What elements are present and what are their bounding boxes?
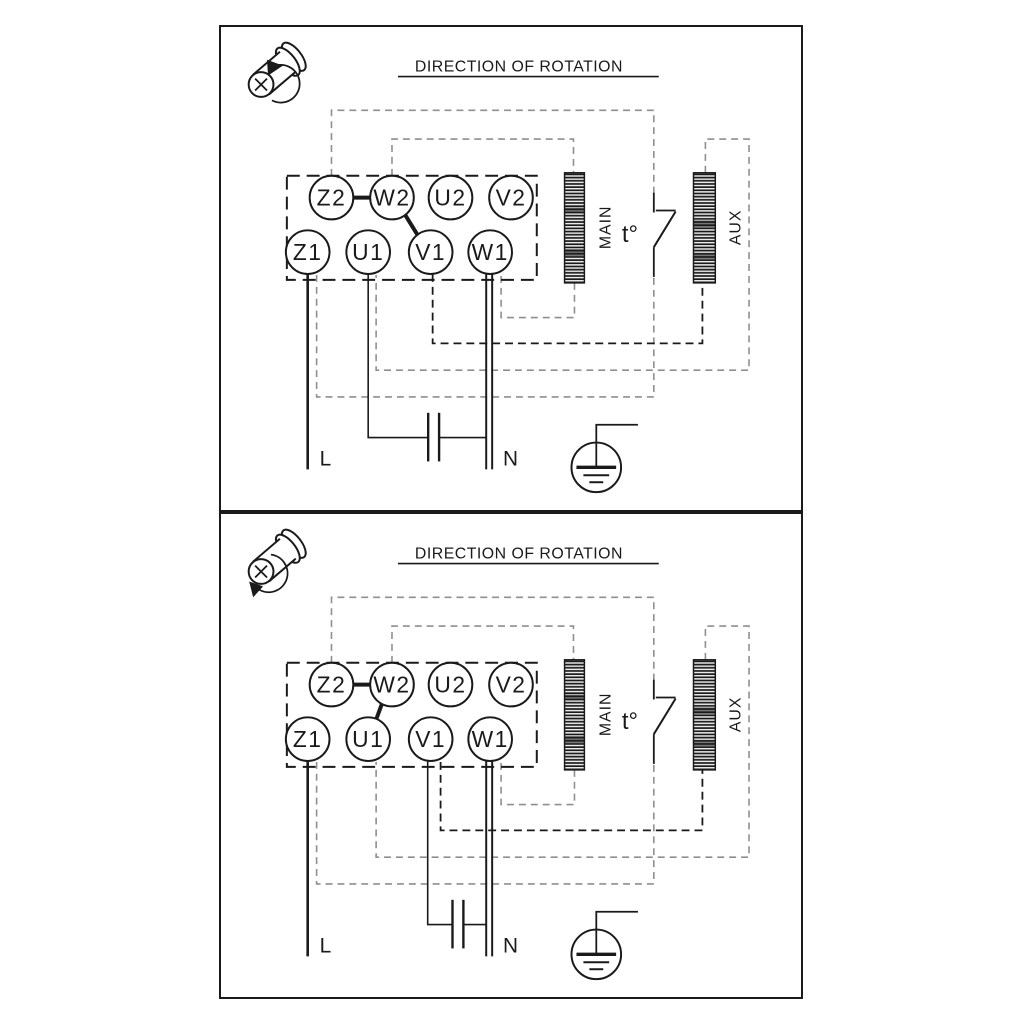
ground-symbol (571, 425, 637, 492)
panel-rotation-cw (219, 512, 803, 999)
route-v1-aux-bottom (433, 274, 703, 343)
thermal-switch-label: t° (621, 221, 639, 249)
terminal-label-u2: U2 (434, 671, 467, 698)
neutral-label: N (503, 447, 519, 471)
terminal-label-z1: Z1 (292, 726, 323, 753)
thermal-switch-label: t° (621, 708, 639, 736)
terminal-label-v1: V1 (415, 726, 447, 753)
aux-winding (693, 660, 744, 770)
route-v1-aux-bottom (441, 762, 703, 830)
neutral-label: N (503, 934, 519, 958)
terminal-label-v2: V2 (495, 671, 527, 698)
rotation-ccw-icon (249, 39, 310, 103)
route-w2-main-top (392, 139, 573, 176)
thermal-switch (654, 193, 676, 277)
ground-symbol (571, 912, 637, 979)
link-w2-v1 (405, 214, 418, 235)
terminal-label-z2: Z2 (316, 184, 347, 211)
terminal-label-v1: V1 (415, 239, 447, 266)
external-wires (308, 761, 492, 956)
aux-winding (693, 173, 744, 283)
terminal-label-w2: W2 (373, 671, 411, 698)
wire-v1-to-capacitor (428, 761, 453, 925)
terminal-label-u1: U1 (352, 726, 385, 753)
main-winding (565, 173, 615, 283)
aux-winding-label: AUX (727, 209, 745, 246)
panel-rotation-ccw (219, 25, 803, 512)
main-winding (565, 660, 615, 770)
terminal-label-u2: U2 (434, 184, 467, 211)
terminal-label-u1: U1 (352, 239, 385, 266)
panel-title: DIRECTION OF ROTATION (414, 545, 623, 563)
line-label: L (319, 934, 332, 958)
terminal-label-w1: W1 (471, 239, 509, 266)
route-w2-main-top (392, 626, 573, 663)
terminal-label-v2: V2 (495, 184, 527, 211)
aux-winding-label: AUX (727, 696, 745, 733)
panel1-drawing (221, 27, 801, 510)
rotation-cw-icon (249, 526, 310, 597)
route-main-bottom-w1 (501, 275, 574, 318)
main-winding-label: MAIN (597, 205, 615, 250)
terminal-label-w1: W1 (471, 726, 509, 753)
terminal-label-z1: Z1 (292, 239, 323, 266)
panel-title: DIRECTION OF ROTATION (414, 58, 623, 76)
panel2-drawing (221, 514, 801, 997)
main-winding-label: MAIN (597, 692, 615, 737)
route-main-bottom-w1 (501, 762, 574, 805)
thermal-switch (654, 680, 676, 764)
wire-u1-to-capacitor (368, 274, 428, 438)
line-label: L (319, 447, 332, 471)
terminal-label-w2: W2 (373, 184, 411, 211)
external-wires (308, 274, 492, 469)
terminal-label-z2: Z2 (316, 671, 347, 698)
